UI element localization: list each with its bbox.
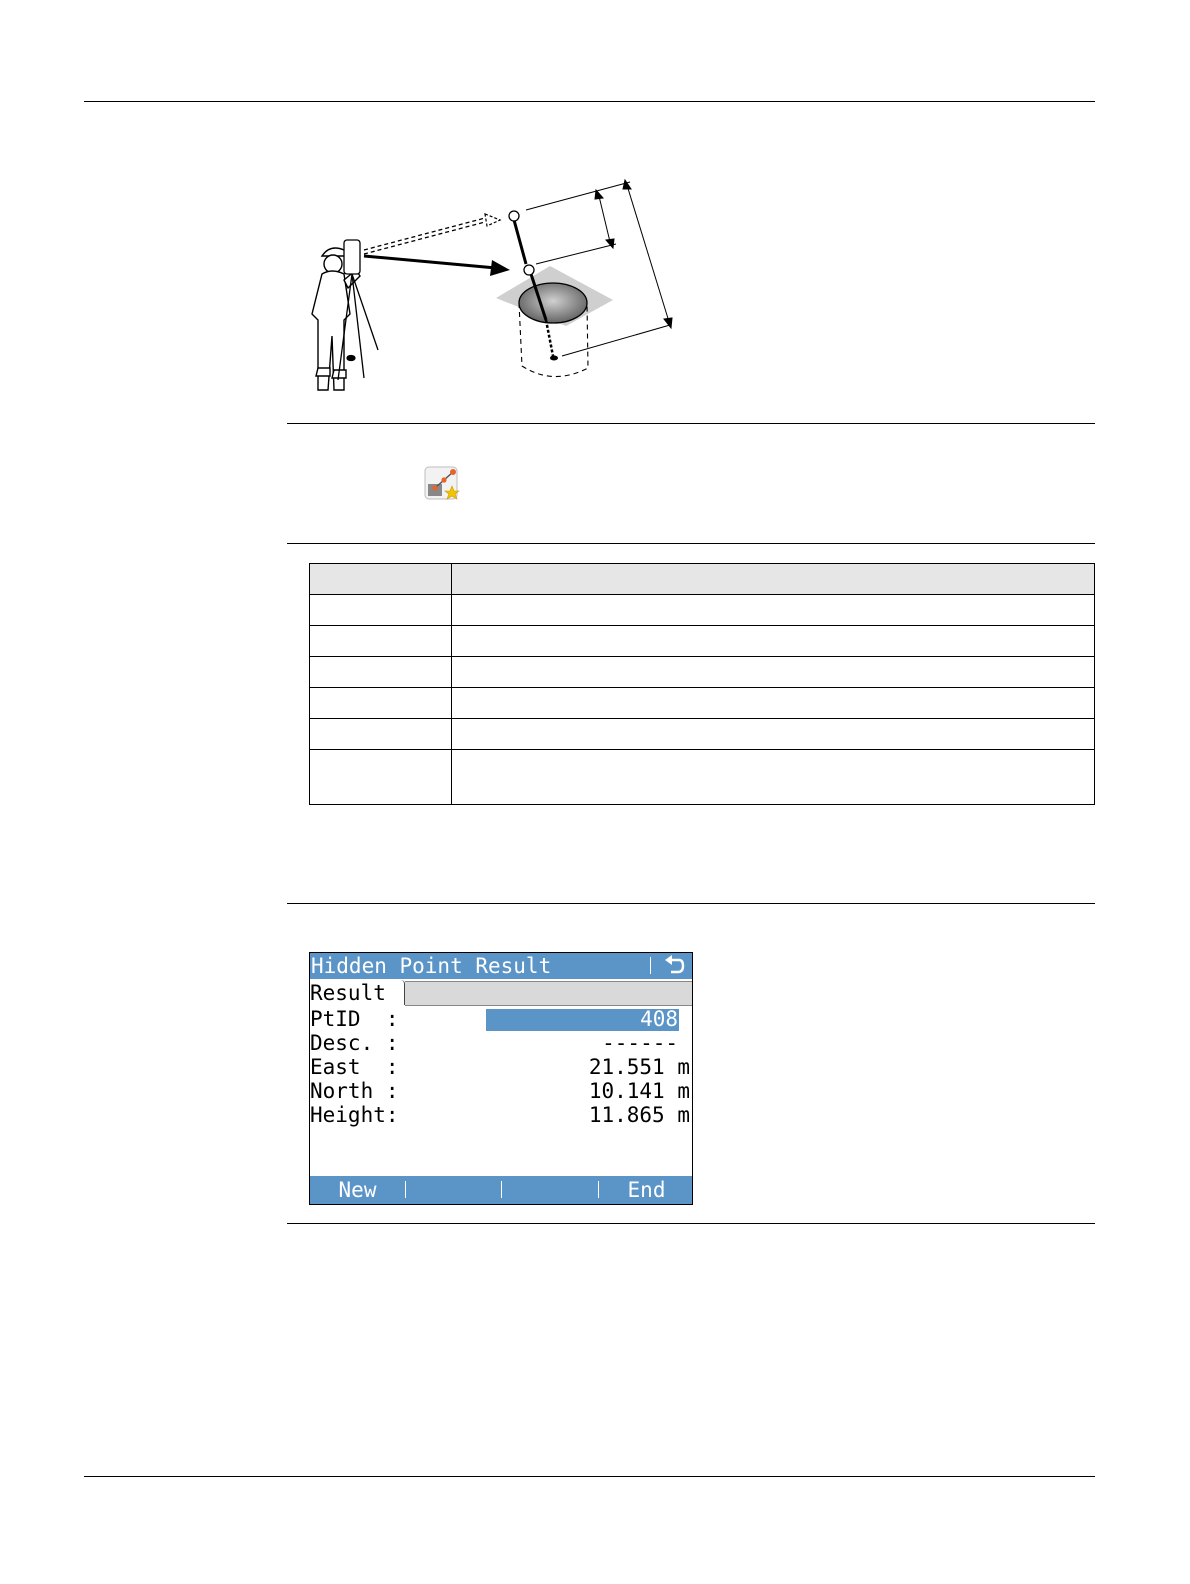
hidden-point-hole <box>496 266 613 377</box>
table-row <box>310 719 1095 750</box>
header-rule <box>84 101 1095 102</box>
tab-result[interactable]: Result <box>310 980 405 1005</box>
sight-line-to-reflector <box>364 214 500 254</box>
table-row <box>310 688 1095 719</box>
section-rule <box>287 903 1095 904</box>
field-value: 10.141 m <box>588 1079 690 1103</box>
hidden-point-result-screen <box>309 952 693 1205</box>
field-value: ------ <box>602 1031 678 1055</box>
field-east <box>310 1055 692 1079</box>
field-label: PtID : <box>310 1007 399 1031</box>
section-rule <box>287 423 1095 424</box>
parameter-table <box>309 563 1095 805</box>
title-separator <box>650 957 651 974</box>
field-value: 11.865 m <box>588 1103 690 1127</box>
field-north <box>310 1079 692 1103</box>
field-label: East : <box>310 1055 399 1079</box>
field-desc <box>310 1031 692 1055</box>
table-row <box>310 750 1095 805</box>
table-header-row <box>310 564 1095 595</box>
section-rule <box>287 543 1095 544</box>
reflector-pole-upper <box>509 211 526 264</box>
section-rule <box>287 1223 1095 1224</box>
tab-strip-background <box>405 981 692 1006</box>
ptid-input[interactable]: 408 <box>640 1007 678 1031</box>
screen-title: Hidden Point Result <box>311 954 552 978</box>
measurement-arrow <box>364 256 510 276</box>
softkey-2[interactable] <box>406 1176 501 1204</box>
field-value: 21.551 m <box>588 1055 690 1079</box>
softkey-bar <box>310 1176 692 1204</box>
screen-title-bar <box>310 953 692 979</box>
tab-strip <box>310 980 692 1006</box>
softkey-3[interactable] <box>502 1176 597 1204</box>
table-row <box>310 626 1095 657</box>
new-softkey[interactable]: New <box>338 1178 377 1202</box>
field-label: Desc. : <box>310 1031 399 1055</box>
field-ptid[interactable] <box>310 1007 692 1031</box>
end-softkey[interactable]: End <box>627 1178 666 1202</box>
field-label: Height: <box>310 1103 399 1127</box>
hidden-point-measurement-illustration <box>300 170 690 395</box>
footer-rule <box>84 1476 1095 1477</box>
field-height <box>310 1103 692 1127</box>
field-label: North : <box>310 1079 399 1103</box>
hidden-point-app-icon <box>424 466 460 502</box>
table-row <box>310 595 1095 626</box>
table-row <box>310 657 1095 688</box>
back-arrow-icon[interactable] <box>662 955 686 977</box>
